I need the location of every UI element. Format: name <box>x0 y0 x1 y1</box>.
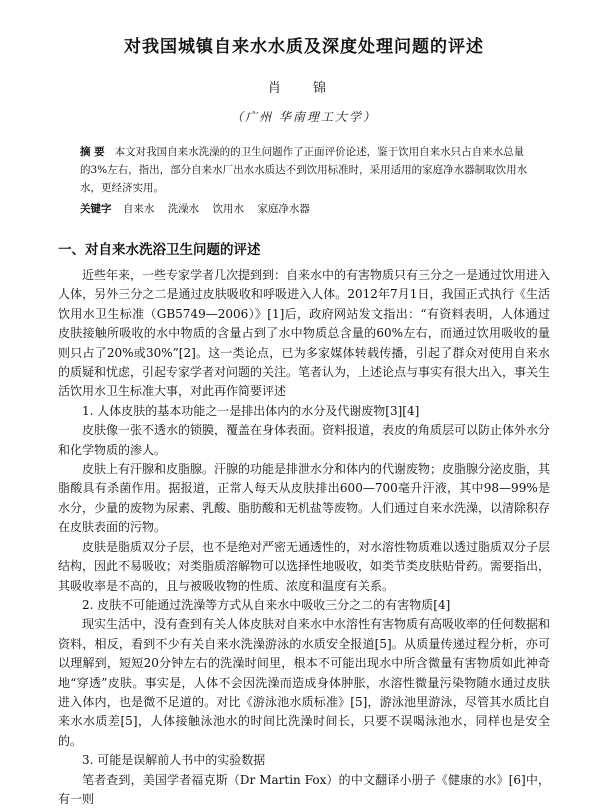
body-paragraph: 笔者查到，美国学者福克斯（Dr Martin Fox）的中文翻译小册子《健康的水》[6]中，有一则 <box>58 772 550 806</box>
subsection-heading: 3. 可能是误解前人书中的实验数据 <box>82 753 266 768</box>
body-paragraph: 近些年来，一些专家学者几次提到到：自来水中的有害物质只有三分之一是通过饮用进入人体，另外三分之二是通过皮肤吸收和呼吸进入人体。2012年7月1日，我国正式执行《生活饮用水卫生标准（GB5749—2006）》[1]后，政府网站发文指出：“有资料表明，人体通过皮肤接触所吸收的水中物质的含量占到了水中物质总含量的60%左右，而通过饮用吸收的量则只占了20%或30%”[2]。这一类论点，已为多家媒体转载传播，引起了群众对使用自来水的质疑和忧虑，引起专家学者对问题的关注。笔者认为，上述论点与事实有很大出入，事关生活饮用水卫生标准大事，对此再作简要评述 <box>58 268 551 399</box>
paper-title: 对我国城镇自来水水质及深度处理问题的评述 <box>124 37 484 57</box>
subsection-heading: 1. 人体皮肤的基本功能之一是排出体内的水分及代谢废物[3][4] <box>82 403 420 418</box>
author: 肖 锦 <box>267 81 341 96</box>
keyword: 家庭净水器 <box>257 203 310 215</box>
affiliation: （广州 华南理工大学） <box>231 110 377 124</box>
body-paragraph: 皮肤是脂质双分子层，也不是绝对严密无通透性的，对水溶性物质难以透过脂质双分子层结构，因此不易吸收；对类脂质溶解物可以选择性地吸收，如类节类皮肤贴骨药。需要指出，其吸收率是不高的，且与被吸收物的性质、浓度和温度有关系。 <box>58 539 551 593</box>
keyword: 自来水 <box>122 203 155 215</box>
keywords <box>58 201 550 216</box>
abstract-label: 摘 要 <box>80 146 105 158</box>
body-paragraph: 现实生活中，没有查到有关人体皮肤对自来水中水溶性有害物质有高吸收率的任何数据和资料，相反，看到不少有关自来水洗澡游泳的水质安全报道[5]。从质量传递过程分析，亦可以理解到，短短20分钟左右的洗澡时间里，根本不可能出现水中所含微量有害物质如此神奇地“穿透”皮肤。事实是，人体不会因洗澡而造成身体肿胀，水溶性微量污染物随水通过皮肤进入体内，也是微不足道的。对比《游泳池水质标准》[5]，游泳池里游泳，尽管其水质比自来水水质差[5]，人体接触泳池水的时间比洗澡时间长，只要不误喝泳池水，同样也是安全的。 <box>58 617 551 748</box>
section-heading: 一、对自来水洗浴卫生问题的评述 <box>58 242 261 258</box>
keyword: 洗澡水 <box>167 203 200 215</box>
keyword: 饮用水 <box>212 203 245 215</box>
abstract-text: 本文对我国自来水洗澡的的卫生问题作了正面评价论述，鉴于饮用自来水只占自来水总量的3%左右，指出，部分自来水厂出水水质达不到饮用标准时，采用适用的家庭净水器制取饮用水水，更经济实用。 <box>80 146 528 194</box>
body-paragraph: 皮肤上有汗腺和皮脂腺。汗腺的功能是排泄水分和体内的代谢废物；皮脂腺分泌皮脂，其脂酸具有杀菌作用。据报道，正常人每天从皮肤排出600—700毫升汗液，其中98—99%是水分，少量的废物为尿素、乳酸、脂肪酸和无机盐等废物。人们通过自来水洗澡，以清除积存在皮肤表面的污物。 <box>58 462 551 535</box>
subsection-heading: 2. 皮肤不可能通过洗澡等方式从自来水中吸收三分之二的有害物质[4] <box>82 597 451 612</box>
keywords-label: 关键字 <box>80 203 112 215</box>
abstract <box>58 143 550 197</box>
body-paragraph: 皮肤像一张不透水的锁膜，覆盖在身体表面。资料报道，表皮的角质层可以防止体外水分和化学物质的渗人。 <box>58 423 551 457</box>
